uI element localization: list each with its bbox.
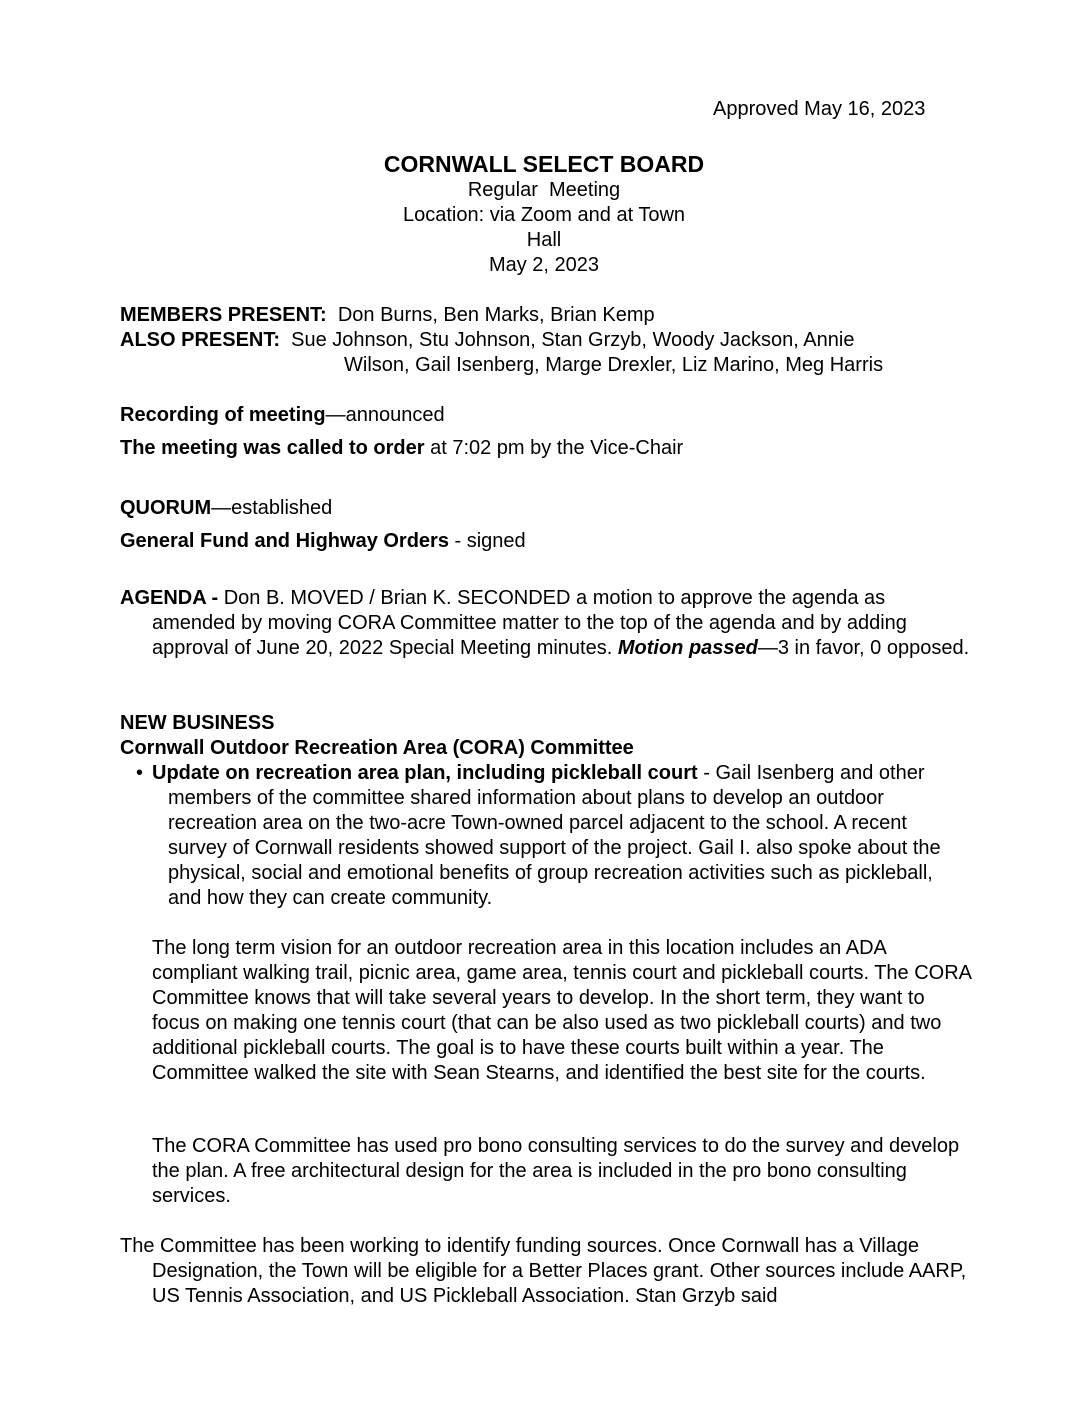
agenda-paragraph xyxy=(120,586,970,661)
orders xyxy=(120,529,526,554)
paragraph-long-term-vision: The long term vision for an outdoor recreation area in this location includes an ADA compliant walking trail, picnic area, game area, tennis court and pickleball courts. The CORA Committee knows that will take several years to develop. In the short term, they want to focus on making one tennis court (that can be also used as two pickleball courts) and two additional pickleball courts. The goal is to have these courts built within a year. The Committee walked the site with Sean Stearns, and identified the best site for the courts. xyxy=(152,937,971,1084)
bullet-label: Update on recreation area plan, including pickleball court xyxy=(152,762,698,784)
recording-label: Recording of meeting xyxy=(120,404,326,426)
meeting-date: May 2, 2023 xyxy=(488,254,600,276)
also-present-line2 xyxy=(344,353,883,378)
motion-text: —3 in favor, 0 opposed. xyxy=(757,637,970,659)
motion-label: Motion passed xyxy=(617,637,758,659)
orders-text: - signed xyxy=(448,530,526,552)
call-to-order-text: at 7:02 pm by the Vice-Chair xyxy=(424,437,684,459)
quorum xyxy=(120,496,332,521)
board-title: CORNWALL SELECT BOARD xyxy=(383,151,705,177)
members-present-names: Don Burns, Ben Marks, Brian Kemp xyxy=(337,304,655,326)
paragraph-funding: The Committee has been working to identify funding sources. Once Cornwall has a Village Designation, the Town will be eligible for a Better Places grant. Other sources include AARP, US Tennis Association, and US Pickleball Association. Stan Grzyb said xyxy=(120,1235,967,1307)
recording-note xyxy=(120,403,445,428)
list-item xyxy=(120,761,970,911)
orders-label: General Fund and Highway Orders xyxy=(120,530,449,552)
meeting-type: Regular Meeting xyxy=(467,179,621,201)
also-present-names-line1: Sue Johnson, Stu Johnson, Stan Grzyb, Woody Jackson, Annie xyxy=(291,329,855,351)
agenda-text: Don B. MOVED / Brian K. SECONDED a motion to approve the agenda as amended by moving CORA Committee matter to the top of the agenda and by adding approval of June 20, 2022 Special Meeting minutes. xyxy=(152,587,907,659)
recording-text: —announced xyxy=(325,404,445,426)
agenda-label: AGENDA - xyxy=(120,587,224,609)
also-present-label: ALSO PRESENT: xyxy=(120,329,281,351)
bullet-symbol: • xyxy=(136,762,144,784)
members-present xyxy=(120,303,655,328)
members-present-label: MEMBERS PRESENT: xyxy=(120,304,327,326)
also-present xyxy=(120,328,854,353)
quorum-label: QUORUM xyxy=(120,497,212,519)
approval-date: Approved May 16, 2023 xyxy=(713,98,926,120)
also-present-names-line2: Wilson, Gail Isenberg, Marge Drexler, Liz Marino, Meg Harris xyxy=(344,354,884,376)
meeting-location-line2: Hall xyxy=(526,229,562,251)
call-to-order xyxy=(120,436,683,461)
cora-subheading: Cornwall Outdoor Recreation Area (CORA) Committee xyxy=(120,737,634,759)
new-business-heading: NEW BUSINESS xyxy=(120,712,275,734)
bullet-text: - Gail Isenberg and other members of the committee shared information about plans to develop an outdoor recreation area on the two-acre Town-owned parcel adjacent to the school. A recent survey of Cornwall residents showed support of the project. Gail I. also spoke about the physical, social and emotional benefits of group recreation activities such as pickleball, and how they can create community. xyxy=(168,762,941,909)
call-to-order-label: The meeting was called to order xyxy=(120,437,425,459)
paragraph-pro-bono: The CORA Committee has used pro bono consulting services to do the survey and develop the plan. A free architectural design for the area is included in the pro bono consulting services. xyxy=(152,1135,960,1207)
quorum-text: —established xyxy=(211,497,333,519)
meeting-location-line1: Location: via Zoom and at Town xyxy=(402,204,686,226)
